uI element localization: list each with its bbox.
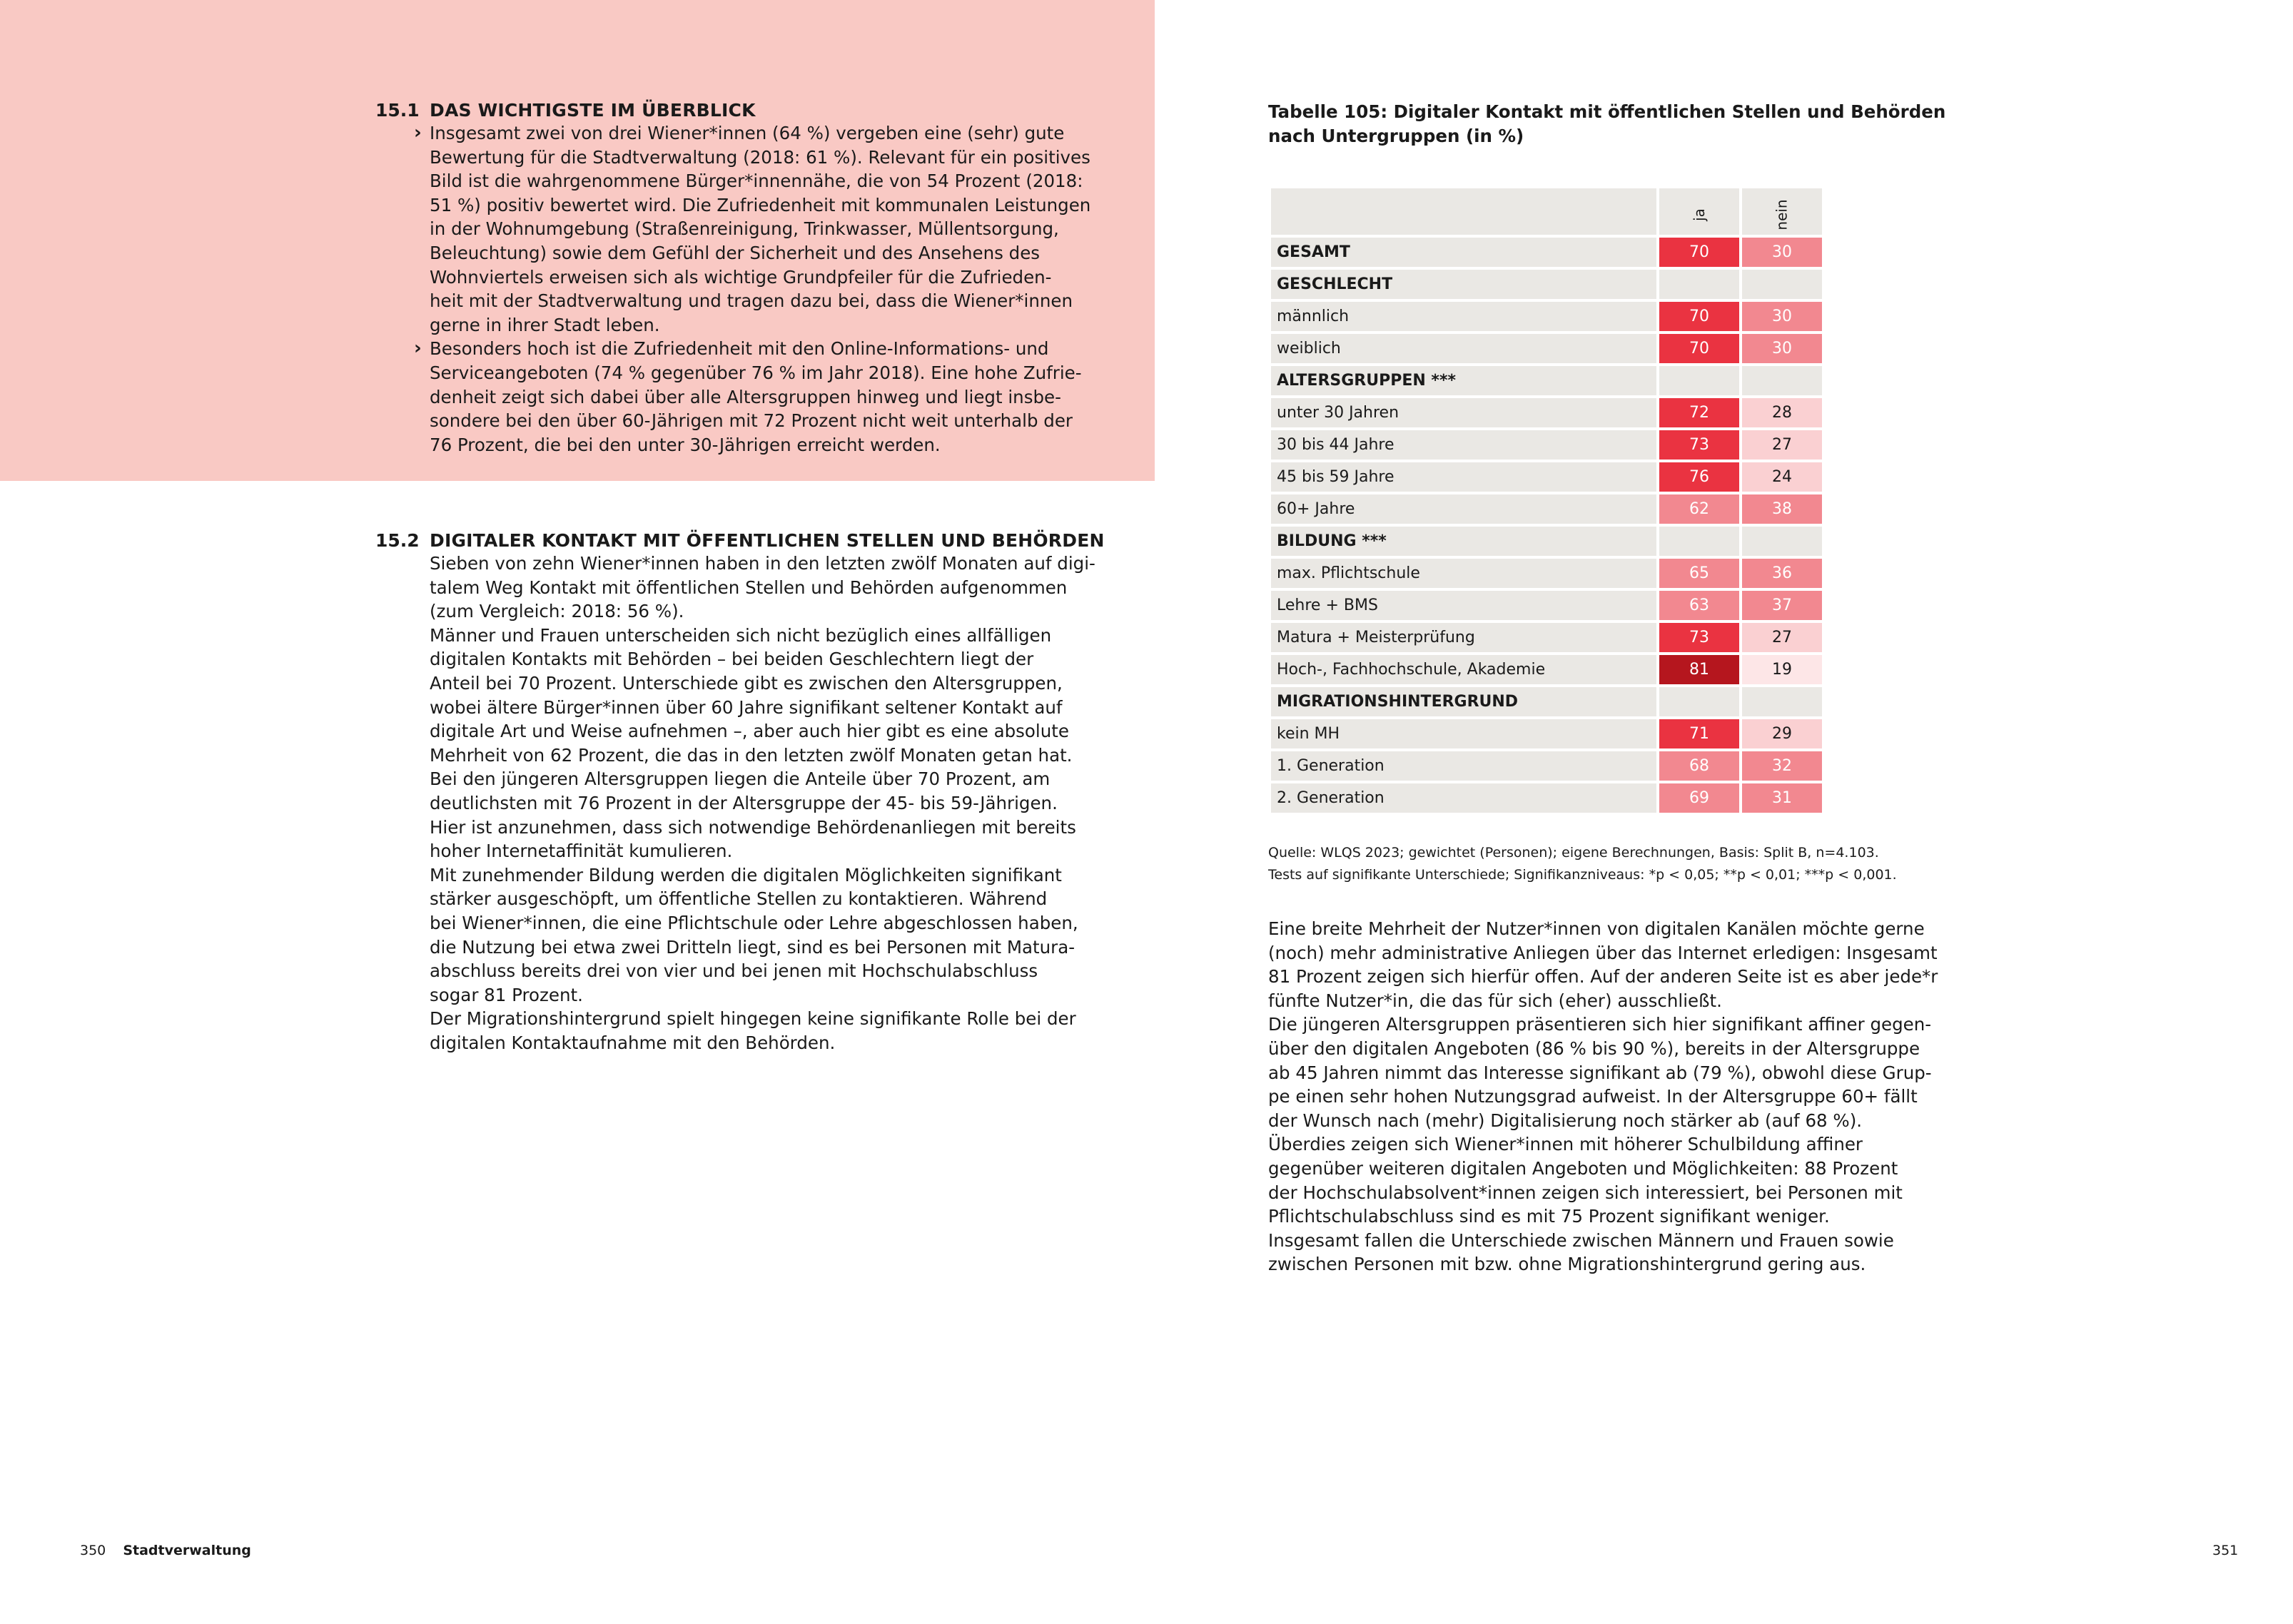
- text-line: abschluss bereits drei von vier und bei jenen mit Hochschulabschluss: [430, 960, 1038, 982]
- table-title: Tabelle 105: Digitaler Kontakt mit öffentlichen Stellen und Behörden nach Untergruppen (in %): [1268, 101, 1946, 146]
- text-line: wobei ältere Bürger*innen über 60 Jahre signifikant seltener Kontakt auf: [430, 696, 1063, 718]
- text-line: gegenüber weiteren digitalen Angeboten und Möglichkeiten: 88 Prozent: [1268, 1157, 1898, 1179]
- text-line: Mit zunehmender Bildung werden die digitalen Möglichkeiten signifikant: [430, 864, 1062, 885]
- value-cell-nein: 29: [1741, 718, 1823, 750]
- text-line: Bewertung für die Stadtverwaltung (2018: 61 %). Relevant für ein positives: [430, 146, 1090, 168]
- table-row: [1270, 557, 1823, 589]
- text-line: Anteil bei 70 Prozent. Unterschiede gibt es zwischen den Altersgruppen,: [430, 672, 1063, 694]
- text-line: digitalen Kontaktaufnahme mit den Behörden.: [430, 1032, 836, 1053]
- value-cell-nein: [1741, 686, 1823, 718]
- text-line: Mehrheit von 62 Prozent, die das in den letzten zwölf Monaten getan hat.: [430, 744, 1073, 766]
- text-line: (noch) mehr administrative Anliegen über das Internet erledigen: Insgesamt: [1268, 942, 1938, 963]
- value-cell-nein: [1741, 365, 1823, 397]
- text-line: der Hochschulabsolvent*innen zeigen sich interessiert, bei Personen mit: [1268, 1182, 1903, 1203]
- value-cell-ja: 81: [1658, 654, 1741, 686]
- text-line: Besonders hoch ist die Zufriedenheit mit den Online-Informations- und: [430, 338, 1049, 360]
- text-line: in der Wohnumgebung (Straßenreinigung, Trinkwasser, Müllentsorgung,: [430, 218, 1059, 240]
- value-cell-nein: 28: [1741, 397, 1823, 429]
- value-cell-ja: 71: [1658, 718, 1741, 750]
- value-cell-nein: 36: [1741, 557, 1823, 589]
- text-line: bei Wiener*innen, die eine Pflichtschule oder Lehre abgeschlossen haben,: [430, 912, 1078, 933]
- chapter-title: Stadtverwaltung: [123, 1543, 251, 1558]
- text-line: gerne in ihrer Stadt leben.: [430, 314, 660, 335]
- value-cell-nein: 30: [1741, 300, 1823, 333]
- value-cell-ja: [1658, 686, 1741, 718]
- text-line: deutlichsten mit 76 Prozent in der Altersgruppe der 45- bis 59-Jährigen.: [430, 792, 1058, 813]
- text-line: Pflichtschulabschluss sind es mit 75 Prozent signifikant weniger.: [1268, 1206, 1830, 1227]
- text-line: fünfte Nutzer*in, die das für sich (eher) ausschließt.: [1268, 990, 1722, 1011]
- row-label: Matura + Meisterprüfung: [1270, 621, 1658, 654]
- text-line: hoher Internetaffinität kumulieren.: [430, 841, 733, 862]
- column-header-ja: ja: [1658, 187, 1741, 236]
- text-line: sondere bei den über 60-Jährigen mit 72 Prozent nicht weit unterhalb der: [430, 410, 1073, 432]
- table-row: [1270, 268, 1823, 300]
- text-line: über den digitalen Angeboten (86 % bis 90 %), bereits in der Altersgruppe: [1268, 1037, 1920, 1059]
- text-line: pe einen sehr hohen Nutzungsgrad aufweist. In der Altersgruppe 60+ fällt: [1268, 1086, 1918, 1107]
- page-number: 351: [2212, 1543, 2239, 1558]
- table-row: [1270, 750, 1823, 782]
- row-label: unter 30 Jahren: [1270, 397, 1658, 429]
- table-row: [1270, 782, 1823, 814]
- value-cell-ja: 68: [1658, 750, 1741, 782]
- table-row: [1270, 300, 1823, 333]
- chevron-right-icon: ›: [414, 122, 422, 143]
- table-row: [1270, 654, 1823, 686]
- section-number: 15.2: [375, 530, 420, 551]
- text-line: denheit zeigt sich dabei über alle Altersgruppen hinweg und liegt insbe-: [430, 386, 1061, 407]
- text-line: (zum Vergleich: 2018: 56 %).: [430, 601, 684, 622]
- row-label: kein MH: [1270, 718, 1658, 750]
- text-line: Sieben von zehn Wiener*innen haben in den letzten zwölf Monaten auf digi-: [430, 553, 1095, 574]
- row-label: max. Pflichtschule: [1270, 557, 1658, 589]
- group-label: GESCHLECHT: [1270, 268, 1658, 300]
- text-line: 76 Prozent, die bei den unter 30-Jährigen erreicht werden.: [430, 434, 941, 455]
- text-line: Eine breite Mehrheit der Nutzer*innen von digitalen Kanälen möchte gerne: [1268, 918, 1925, 939]
- value-cell-nein: 30: [1741, 236, 1823, 268]
- text-line: stärker ausgeschöpft, um öffentliche Stellen zu kontaktieren. Während: [430, 888, 1048, 910]
- text-line: Beleuchtung) sowie dem Gefühl der Sicherheit und des Ansehens des: [430, 242, 1041, 263]
- value-cell-nein: 27: [1741, 429, 1823, 461]
- value-cell-nein: [1741, 525, 1823, 557]
- value-cell-nein: 37: [1741, 589, 1823, 621]
- value-cell-ja: [1658, 525, 1741, 557]
- value-cell-nein: [1741, 268, 1823, 300]
- section-body: [430, 552, 1095, 1055]
- text-line: heit mit der Stadtverwaltung und tragen dazu bei, dass die Wiener*innen: [430, 290, 1073, 312]
- text-line: Hier ist anzunehmen, dass sich notwendige Behördenanliegen mit bereits: [430, 816, 1076, 838]
- row-label: 60+ Jahre: [1270, 493, 1658, 525]
- value-cell-nein: 30: [1741, 333, 1823, 365]
- value-cell-ja: 73: [1658, 429, 1741, 461]
- text-line: digitale Art und Weise aufnehmen –, aber auch hier gibt es eine absolute: [430, 721, 1069, 742]
- table-row: [1270, 397, 1823, 429]
- section-title: DAS WICHTIGSTE IM ÜBERBLICK: [430, 100, 756, 121]
- row-label: Hoch-, Fachhochschule, Akademie: [1270, 654, 1658, 686]
- value-cell-ja: 76: [1658, 461, 1741, 493]
- table-row: [1270, 365, 1823, 397]
- right-column-text: [1268, 917, 1938, 1277]
- text-line: Wohnviertels erweisen sich als wichtige Grundpfeiler für die Zufrieden-: [430, 266, 1052, 288]
- text-line: Männer und Frauen unterscheiden sich nicht bezüglich eines allfälligen: [430, 624, 1052, 646]
- text-line: 81 Prozent zeigen sich hierfür offen. Auf der anderen Seite ist es aber jede*r: [1268, 966, 1938, 988]
- value-cell-ja: [1658, 365, 1741, 397]
- table-row: [1270, 621, 1823, 654]
- text-line: Serviceangeboten (74 % gegenüber 76 % im Jahr 2018). Eine hohe Zufrie-: [430, 362, 1082, 383]
- table-source-note: Quelle: WLQS 2023; gewichtet (Personen); eigene Berechnungen, Basis: Split B, n=4.103. Tests auf signifikante Unterschiede; Signifikanzniveaus: *p < 0,05; **p < 0,01; ***p < 0,001.: [1268, 845, 1897, 883]
- text-line: talem Weg Kontakt mit öffentlichen Stellen und Behörden aufgenommen: [430, 577, 1068, 598]
- text-line: der Wunsch nach (mehr) Digitalisierung noch stärker ab (auf 68 %).: [1268, 1110, 1863, 1131]
- row-label: Lehre + BMS: [1270, 589, 1658, 621]
- row-label: 2. Generation: [1270, 782, 1658, 814]
- text-line: zwischen Personen mit bzw. ohne Migrationshintergrund gering aus.: [1268, 1254, 1866, 1275]
- bullet-item: [414, 121, 1091, 337]
- section-digital-contact: [375, 530, 1105, 1072]
- group-label: BILDUNG ***: [1270, 525, 1658, 557]
- text-line: Bild ist die wahrgenommene Bürger*innennähe, die von 54 Prozent (2018:: [430, 171, 1083, 192]
- table-row: [1270, 429, 1823, 461]
- value-cell-ja: 70: [1658, 333, 1741, 365]
- value-cell-nein: 24: [1741, 461, 1823, 493]
- table-row: [1270, 461, 1823, 493]
- text-line: Der Migrationshintergrund spielt hingegen keine signifikante Rolle bei der: [430, 1008, 1076, 1030]
- row-label: männlich: [1270, 300, 1658, 333]
- page-number: 350: [80, 1543, 106, 1558]
- column-header-nein: nein: [1741, 187, 1823, 236]
- text-line: sogar 81 Prozent.: [430, 984, 583, 1005]
- text-line: Insgesamt fallen die Unterschiede zwischen Männern und Frauen sowie: [1268, 1229, 1894, 1251]
- table-row: [1270, 686, 1823, 718]
- text-line: Insgesamt zwei von drei Wiener*innen (64 %) vergeben eine (sehr) gute: [430, 123, 1065, 143]
- bullet-item: [414, 337, 1090, 457]
- footer-left: [80, 1543, 251, 1558]
- value-cell-ja: 69: [1658, 782, 1741, 814]
- value-cell-ja: 72: [1658, 397, 1741, 429]
- row-label: 45 bis 59 Jahre: [1270, 461, 1658, 493]
- value-cell-nein: 32: [1741, 750, 1823, 782]
- value-cell-ja: 63: [1658, 589, 1741, 621]
- value-cell-ja: 70: [1658, 300, 1741, 333]
- text-line: digitalen Kontakts mit Behörden – bei beiden Geschlechtern liegt der: [430, 649, 1034, 670]
- text-line: Überdies zeigen sich Wiener*innen mit höherer Schulbildung affiner: [1268, 1134, 1863, 1155]
- table-row: [1270, 525, 1823, 557]
- value-cell-ja: [1658, 268, 1741, 300]
- value-cell-ja: 65: [1658, 557, 1741, 589]
- value-cell-nein: 19: [1741, 654, 1823, 686]
- row-label: 1. Generation: [1270, 750, 1658, 782]
- value-cell-nein: 31: [1741, 782, 1823, 814]
- value-cell-nein: 27: [1741, 621, 1823, 654]
- table-row: [1270, 589, 1823, 621]
- section-number: 15.1: [375, 100, 420, 121]
- data-table: [1268, 186, 1825, 816]
- group-label: MIGRATIONSHINTERGRUND: [1270, 686, 1658, 718]
- text-line: Die jüngeren Altersgruppen präsentieren sich hier signifikant affiner gegen-: [1268, 1014, 1932, 1035]
- text-line: die Nutzung bei etwa zwei Dritteln liegt, sind es bei Personen mit Matura-: [430, 936, 1075, 958]
- text-line: 51 %) positiv bewertet wird. Die Zufriedenheit mit kommunalen Leistungen: [430, 194, 1091, 215]
- group-label: GESAMT: [1270, 236, 1658, 268]
- table-corner-cell: [1270, 187, 1658, 236]
- value-cell-ja: 62: [1658, 493, 1741, 525]
- table-row: [1270, 236, 1823, 268]
- value-cell-ja: 70: [1658, 236, 1741, 268]
- text-line: ab 45 Jahren nimmt das Interesse signifikant ab (79 %), obwohl diese Grup-: [1268, 1062, 1932, 1083]
- row-label: weiblich: [1270, 333, 1658, 365]
- text-line: Bei den jüngeren Altersgruppen liegen die Anteile über 70 Prozent, am: [430, 768, 1051, 790]
- group-label: ALTERSGRUPPEN ***: [1270, 365, 1658, 397]
- section-summary: [375, 100, 1089, 471]
- value-cell-nein: 38: [1741, 493, 1823, 525]
- row-label: 30 bis 44 Jahre: [1270, 429, 1658, 461]
- value-cell-ja: 73: [1658, 621, 1741, 654]
- table-row: [1270, 718, 1823, 750]
- section-title: DIGITALER KONTAKT MIT ÖFFENTLICHEN STELLEN UND BEHÖRDEN: [430, 530, 1105, 551]
- table-row: [1270, 493, 1823, 525]
- chevron-right-icon: ›: [414, 338, 422, 360]
- table-row: [1270, 333, 1823, 365]
